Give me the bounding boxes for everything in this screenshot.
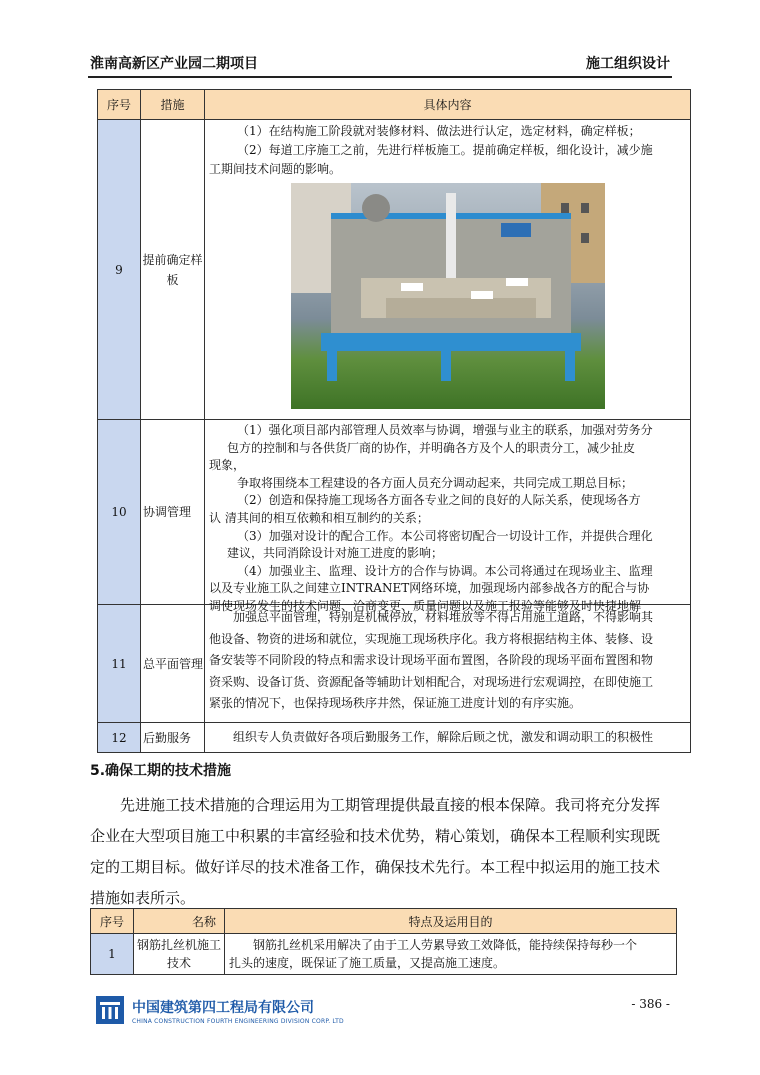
col-header-num: 序号 xyxy=(98,90,141,120)
row-measure-name: 总平面管理 xyxy=(141,605,205,723)
col-header-num: 序号 xyxy=(91,909,134,934)
section-title: 5.确保工期的技术措施 xyxy=(90,763,232,779)
table-row xyxy=(98,605,691,723)
company-logo-icon xyxy=(96,996,124,1024)
col-header-purpose: 特点及运用目的 xyxy=(225,909,677,934)
header-doc-title: 施工组织设计 xyxy=(586,56,670,72)
footer-company-name: 中国建筑第四工程局有限公司 xyxy=(132,1000,314,1016)
table-row xyxy=(98,120,691,420)
row-number: 9 xyxy=(98,120,141,420)
section-paragraph: 先进施工技术措施的合理运用为工期管理提供最直接的根本保障。我司将充分发挥企业在大型项目施工中积累的丰富经验和技术优势，精心策划，确保本工程顺利实现既定的工期目标。做好详尽的技术准备工作，确保技术先行。本工程中拟运用的施工技术措施如表所示。 xyxy=(90,796,661,907)
row-number: 10 xyxy=(98,420,141,605)
page-header xyxy=(88,50,672,78)
row-number: 1 xyxy=(91,934,134,975)
page-number: - 386 - xyxy=(631,997,670,1011)
footer-company-name-en: CHINA CONSTRUCTION FOURTH ENGINEERING DIVISION CORP. LTD xyxy=(132,1018,344,1025)
tech-measures-table xyxy=(90,908,677,975)
row-measure-name: 后勤服务 xyxy=(141,723,205,753)
row-measure-name: 协调管理 xyxy=(141,420,205,605)
col-header-name: 名称 xyxy=(134,909,225,934)
row-purpose: 钢筋扎丝机采用解决了由于工人劳累导致工效降低，能持续保持每秒一个 扎头的速度，既保证了施工质量，又提高施工速度。 xyxy=(225,934,677,975)
table-row xyxy=(98,723,691,753)
col-header-content: 具体内容 xyxy=(205,90,691,120)
table-row xyxy=(98,420,691,605)
col-header-measure: 措施 xyxy=(141,90,205,120)
row-number: 11 xyxy=(98,605,141,723)
row-content: 加强总平面管理，特别是机械停放，材料堆放等不得占用施工道路，不得影响其 他设备、物资的进场和就位，实现施工现场秩序化。我方将根据结构主体、装修、设 备安装等不同阶段的特点和需求设计现场平面布置图，各阶段的现场平面布置图和物 资采购、设备订货、资源配备等辅助计划相配合，对现场进行宏观调控，在即使施工 紧张的情况下，也保持现场秩序井然，保证施工进度计划的有序实施。 xyxy=(205,605,691,723)
sample-model-photo xyxy=(291,183,605,409)
row-content: 组织专人负责做好各项后勤服务工作，解除后顾之忧，激发和调动职工的积极性 xyxy=(205,723,691,753)
row-tech-name: 钢筋扎丝机施工技术 xyxy=(134,934,225,975)
row-number: 12 xyxy=(98,723,141,753)
row-content: （1）在结构施工阶段就对装修材料、做法进行认定，选定材料，确定样板； （2）每道工序施工之前，先进行样板施工。提前确定样板，细化设计，减少施 工期间技术问题的影响。 xyxy=(205,120,691,420)
row-measure-name: 提前确定样板 xyxy=(141,120,205,420)
measures-table xyxy=(97,89,691,753)
row-content: （1）强化项目部内部管理人员效率与协调，增强与业主的联系，加强对劳务分 包方的控制和与各供货厂商的协作，并明确各方及个人的职责分工，减少扯皮 现象， 争取将围绕本工程建设的各方面人员充分调动起来，共同完成工期总目标； （2）创造和保持施工现场各方面各专业之间的良好的人际关系，使现场各方 认 清其间的相互依赖和相互制约的关系； （3）加强对设计的配合工作。本公司将密切配合一切设计工作，并提供合理化 建议，共同消除设计对施工进度的影响； （4）加强业主、监理、设计方的合作与协调。本公司将通过在现场业主、监理 以及专业施工队之间建立INTRANET网络环境，加强现场内部参战各方的配合与协 调使现场发生的技术问题、洽商变更、质量问题以及施工报验等能够及时快捷地解 xyxy=(205,420,691,605)
header-project-name: 淮南高新区产业园二期项目 xyxy=(90,56,258,72)
table-row xyxy=(91,934,677,975)
